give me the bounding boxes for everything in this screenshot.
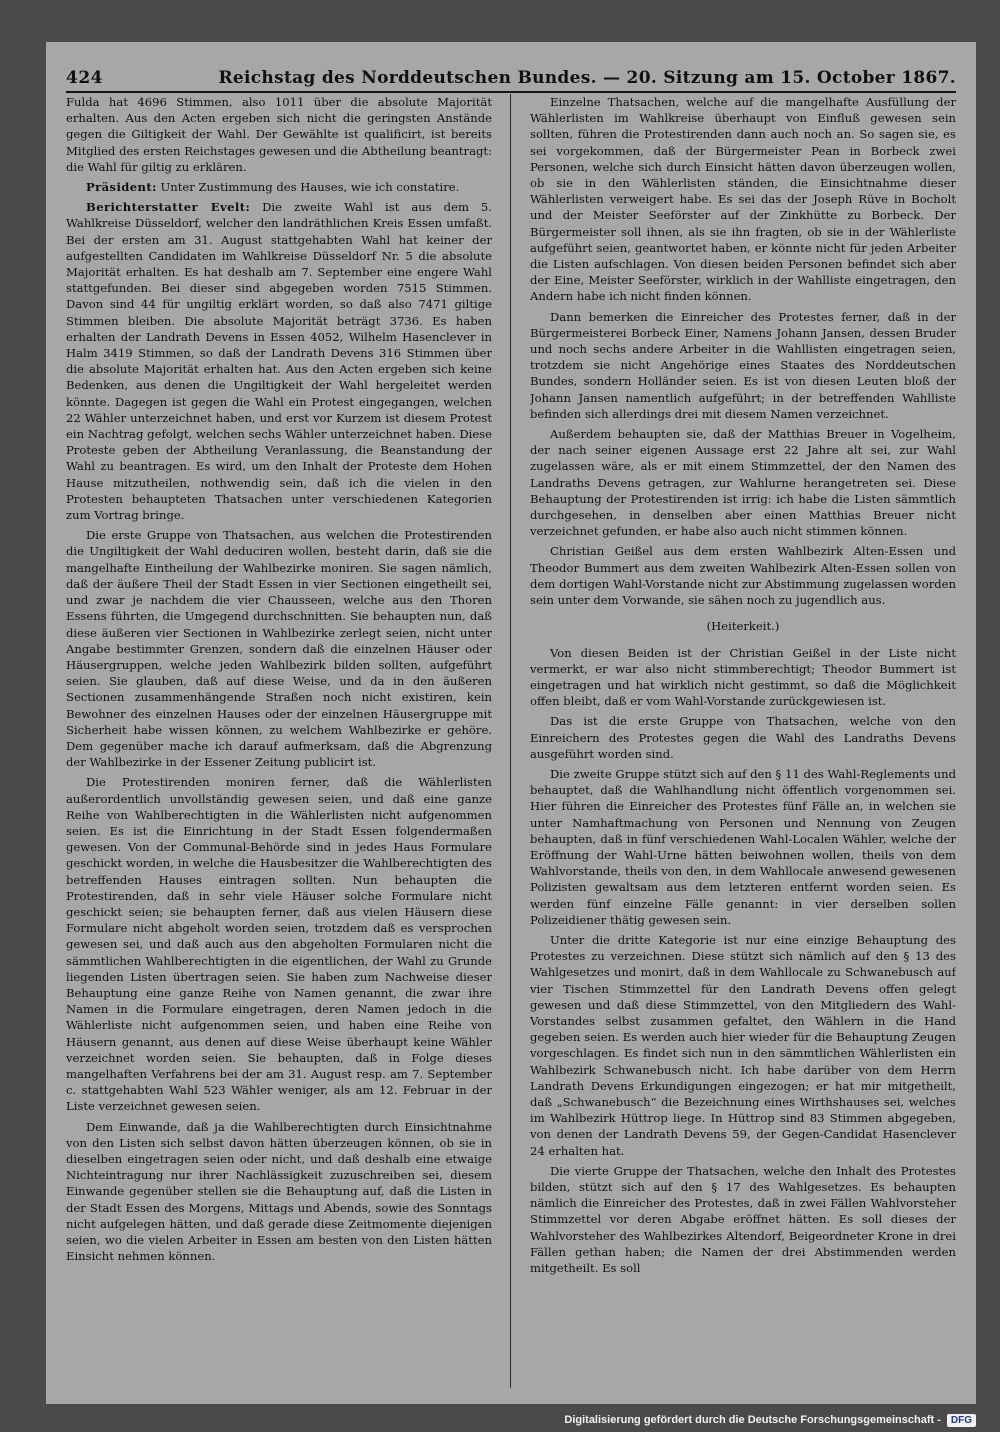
paragraph: Berichterstatter Evelt: Die zweite Wahl ist aus dem 5. Wahlkreise Düsseldorf, welcher den landräthlichen Kreis Essen umfaßt. Bei der ersten am 31. August stattgehabten Wahl hat keiner der aufgestellten Candidaten im Wahlkreise Düsseldorf Nr. 5 die absolute Majorität erhalten. Es hat deshalb am 7. September eine engere Wahl stattgefunden. Bei dieser sind abgegeben worden 7515 Stimmen. Davon sind 44 für ungiltig erklärt worden, so daß also 7471 giltige Stimmen bleiben. Die absolute Majorität beträgt 3736. Es haben erhalten der Landrath Devens in Essen 4052, Wilhelm Hasenclever in Halm 3419 Stimmen, so daß der Landrath Devens 316 Stimmen über die absolute Majorität erhalten hat. Aus den Acten ergeben sich keine Bedenken, aus denen die Ungiltigkeit der Wahl hergeleitet werden könnte. Dagegen ist gegen die Wahl ein Protest eingegangen, welchen 22 Wähler unterzeichnet haben, und erst vor Kurzem ist diesem Protest ein Nachtrag gefolgt, welchen sechs Wähler unterzeichnet haben. Diese Proteste geben der Abtheilung Veranlassung, die Beanstandung der Wahl zu beantragen. Es wird, um den Inhalt der Proteste dem Hohen Hause mitzutheilen, nothwendig sein, daß ich die vielen in den Protesten behaupteten Thatsachen unter verschiedenen Kategorien zum Vortrag bringe. (66, 200, 492, 523)
speaker-name: Berichterstatter Evelt: (86, 200, 251, 215)
footer (0, 1412, 976, 1428)
paragraph: Unter die dritte Kategorie ist nur eine einzige Behauptung des Protestes zu verzeichnen. Diese stützt sich nämlich auf den § 13 des Wahlgesetzes und monirt, daß in dem Wahllocale zu Schwanebusch auf vier Tischen Stimmzettel für den Landrath Devens offen gelegt gewesen und daß diese Stimmzettel, von den Mitgliedern des Wahl-Vorstandes selbst zusammen gefaltet, den Wählern in die Hand gegeben seien. Es werden auch hier wieder für die Behauptung Zeugen vorgeschlagen. Es findet sich nun in den sämmtlichen Wählerlisten ein Wahlbezirk Schwanebusch nicht. Ich habe darüber von dem Herrn Landrath Devens Erkundigungen eingezogen; er hat mir mitgetheilt, daß „Schwanebusch“ die Bezeichnung eines Wirthshauses sei, welches im Wahlbezirk Hüttrop liege. In Hüttrop sind 83 Stimmen abgegeben, von denen der Landrath Devens 59, der Gegen-Candidat Hasenclever 24 erhalten hat. (530, 932, 956, 1158)
footer-text: Digitalisierung gefördert durch die Deutsche Forschungsgemeinschaft - (564, 1414, 941, 1426)
paragraph: Christian Geißel aus dem ersten Wahlbezirk Alten-Essen und Theodor Bummert aus dem zweiten Wahlbezirk Alten-Essen sollen von dem dortigen Wahl-Vorstande nicht zur Abstimmung zugelassen worden sein unter dem Vorwande, sie sähen noch zu jugendlich aus. (530, 544, 956, 608)
paragraph: Die Protestirenden moniren ferner, daß die Wählerlisten außerordentlich unvollständig gewesen seien, und daß eine ganze Reihe von Wahlberechtigten in die Wählerlisten nicht aufgenommen seien. Es ist die Einrichtung in der Stadt Essen folgendermaßen gewesen. Von der Communal-Behörde sind in jedes Haus Formulare geschickt worden, in welche die Hausbesitzer die Wahlberechtigten des betreffenden Hauses eintragen sollten. Nun behaupten die Protestirenden, daß in sehr viele Häuser solche Formulare nicht geschickt seien; sie behaupten ferner, daß aus vielen Häusern diese Formulare nicht abgeholt worden seien, trotzdem daß es versprochen gewesen sei, und daß auch aus den abgeholten Formularen nicht die sämmtlichen Wahlberechtigten in die eigentlichen, der Wahl zu Grunde liegenden Listen übertragen seien. Sie haben zum Nachweise dieser Behauptung eine ganze Reihe von Namen genannt, die zwar ihre Namen in die Formulare eingetragen, deren Namen jedoch in die Wählerliste nicht aufgenommen seien, und haben eine Reihe von Häusern genannt, aus denen auf diese Weise überhaupt keine Wähler verzeichnet worden seien. Sie behaupten, daß in Folge dieses mangelhaften Verfahrens bei der am 31. August resp. am 7. September c. stattgehabten Wahl 523 Wähler weniger, als am 12. Februar in der Liste verzeichnet gewesen seien. (66, 775, 492, 1114)
paragraph: Die zweite Gruppe stützt sich auf den § 11 des Wahl-Reglements und behauptet, daß die Wahlhandlung nicht öffentlich vorgenommen sei. Hier führen die Einreicher des Protestes fünf Fälle an, in welchen sie unter Namhaftmachung von Personen und Nennung von Zeugen behaupten, daß in fünf verschiedenen Wahl-Localen Wähler, welche der Eröffnung der Wahl-Urne hätten beiwohnen wollen, theils von dem Wahlvorstande, theils von den, in dem Wahllocale anwesend gewesenen Polizisten gewaltsam aus dem letzteren entfernt worden seien. Es werden fünf einzelne Fälle genannt: in vier derselben sollen Polizeidiener thätig gewesen sein. (530, 766, 956, 927)
paragraph: Dann bemerken die Einreicher des Protestes ferner, daß in der Bürgermeisterei Borbeck Einer, Namens Johann Jansen, dessen Bruder und noch sechs andere Arbeiter in die Wahllisten eingetragen seien, trotzdem sie nicht Angehörige eines Staates des Norddeutschen Bundes, sondern Holländer seien. Es ist von diesen Leuten bloß der Johann Jansen namentlich aufgeführt; in der betreffenden Wahlliste befinden sich allerdings drei mit diesem Namen verzeichnet. (530, 309, 956, 421)
speaker-name: Präsident: (86, 180, 157, 195)
left-column (66, 94, 492, 1390)
paragraph: Fulda hat 4696 Stimmen, also 1011 über die absolute Majorität erhalten. Aus den Acten ergeben sich nicht die geringsten Anstände gegen die Giltigkeit der Wahl. Der Gewählte ist qualificirt, ist bereits Mitglied des ersten Reichstages gewesen und die Abtheilung beantragt: die Wahl für giltig zu erklären. (66, 95, 492, 174)
page-header (66, 54, 956, 88)
paragraph: Von diesen Beiden ist der Christian Geißel in der Liste nicht vermerkt, er war also nicht stimmberechtigt; Theodor Bummert ist eingetragen und hat wirklich nicht gestimmt, so daß die Möglichkeit offen bleibt, daß er vom Wahl-Vorstande zurückgewiesen ist. (530, 645, 956, 709)
paragraph: Außerdem behaupten sie, daß der Matthias Breuer in Vogelheim, der nach seiner eigenen Aussage erst 22 Jahre alt sei, zur Wahl zugelassen wäre, als er mit einem Stimmzettel, der den Namen des Landraths Devens getragen, zur Wahlurne herangetreten sei. Diese Behauptung der Protestirenden ist irrig: ich habe die Listen sämmtlich durchgesehen, in denselben aber einen Matthias Breuer nicht verzeichnet gefunden, er habe also auch nicht stimmen können. (530, 427, 956, 539)
column-divider (510, 94, 511, 1388)
paragraph: Einzelne Thatsachen, welche auf die mangelhafte Ausfüllung der Wählerlisten im Wahlkreise überhaupt von Einfluß gewesen sein sollten, führen die Protestirenden dann auch noch an. So sagen sie, es sei vorgekommen, daß der Bürgermeister Pean in Borbeck zwei Personen, welche sich durch Einsicht hätten davon überzeugen wollen, ob sie in den Wählerlisten ständen, die Einsichtnahme dieser Wählerlisten verweigert habe. Es sei das der Joseph Rüve in Bocholt und der Meister Seeförster auf der Zinkhütte zu Borbeck. Der Bürgermeister soll ihnen, als sie ihn fragten, ob sie in der Wählerliste aufgeführt seien, geantwortet haben, er könnte nicht für jeden Arbeiter die Listen aufschlagen. Von diesen beiden Personen befindet sich aber der Eine, Meister Seeförster, wirklich in der Wahlliste eingetragen, den Andern habe ich nicht finden können. (530, 95, 956, 304)
page-number: 424 (66, 68, 103, 88)
paragraph: Die vierte Gruppe der Thatsachen, welche den Inhalt des Protestes bilden, stützt sich auf den § 17 des Wahlgesetzes. Es behaupten nämlich die Einreicher des Protestes, daß in zwei Fällen Wahlvorsteher Stimmzettel vor deren Abgabe eröffnet hätten. Es soll dieses der Wahlvorsteher des Wahlbezirkes Altendorf, Beigeordneter Krone in drei Fällen gethan haben; die Namen der drei Abstimmenden werden mitgetheilt. Es soll (530, 1163, 956, 1276)
paragraph: Das ist die erste Gruppe von Thatsachen, welche von den Einreichern des Protestes gegen die Wahl des Landraths Devens ausgeführt worden sind. (530, 714, 956, 761)
page-sheet (46, 42, 976, 1404)
right-column (530, 94, 956, 1390)
header-rule (66, 91, 956, 93)
running-head: Reichstag des Norddeutschen Bundes. — 20. Sitzung am 15. October 1867. (218, 68, 956, 88)
paragraph: Präsident: Unter Zustimmung des Hauses, wie ich constatire. (86, 180, 460, 195)
interjection: (Heiterkeit.) (706, 619, 780, 634)
paragraph: Die erste Gruppe von Thatsachen, aus welchen die Protestirenden die Ungiltigkeit der Wahl deduciren wollen, besteht darin, daß sie die mangelhafte Eintheilung der Wahlbezirke moniren. Sie sagen nämlich, daß der äußere Theil der Stadt Essen in vier Sectionen eingetheilt sei, und zwar je nachdem die vier Chausseen, welche aus den Thoren Essens führten, die Umgegend durchschnitten. Sie behaupten nun, daß diese äußeren vier Sectionen in Wahlbezirke zerlegt seien, nicht unter Angabe bestimmter Grenzen, sondern daß die einzelnen Häuser oder Häusergruppen, welche jeden Wahlbezirk bilden sollten, aufgeführt seien. Sie glauben, daß auf diese Weise, und da in den äußeren Sectionen zusammenhängende Straßen noch nicht existiren, kein Bewohner des einzelnen Hauses oder der einzelnen Häusergruppe mit Sicherheit habe wissen können, zu welchem Wahlbezirke er gehöre. Dem gegenüber mache ich darauf aufmerksam, daß die Abgrenzung der Wahlbezirke in der Essener Zeitung publicirt ist. (66, 528, 492, 770)
paragraph: Dem Einwande, daß ja die Wahlberechtigten durch Einsichtnahme von den Listen sich selbst davon hätten überzeugen können, ob sie in dieselben eingetragen seien oder nicht, und daß deshalb eine etwaige Nichteintragung nur ihrer Nachlässigkeit zuzuschreiben sei, diesem Einwande gegenüber stellen sie die Behauptung auf, daß die Listen in der Stadt Essen des Morgens, Mittags und Abends, sowie des Sonntags nicht aufgelegen hätten, und daß gerade diese Zeitmomente diejenigen seien, wo die vielen Arbeiter in Essen am besten von den Listen hätten Einsicht nehmen können. (66, 1119, 492, 1264)
dfg-logo: DFG (947, 1414, 976, 1427)
